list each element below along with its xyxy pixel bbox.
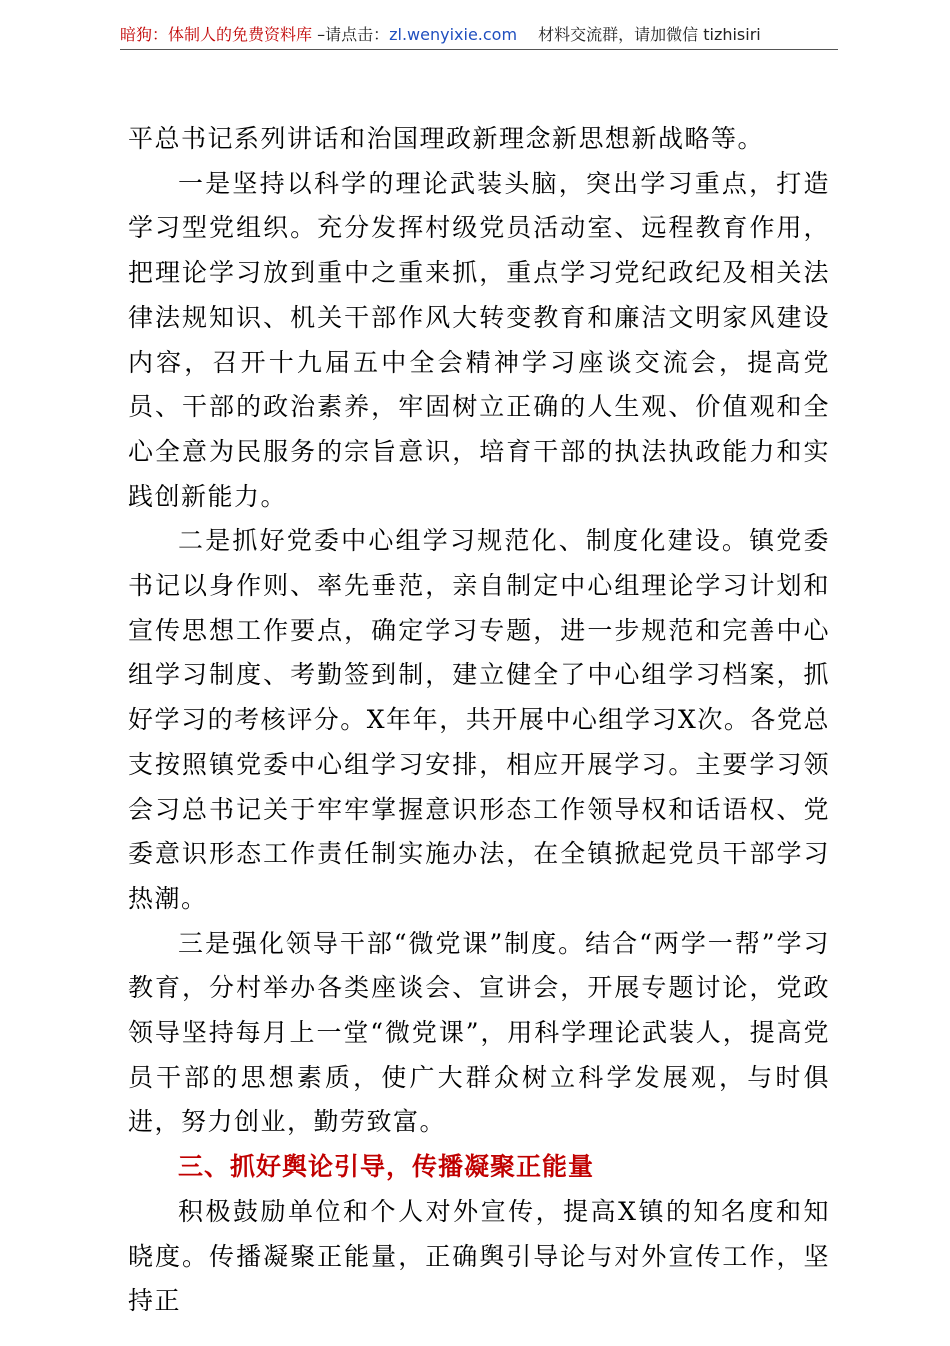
wechat-group-note: 材料交流群，请加微信 tizhisiri [517,25,761,44]
paragraph-publicity: 积极鼓励单位和个人对外宣传，提高X镇的知名度和知晓度。传播凝聚正能量，正确舆引导论与对外宣传工作，坚持正 [128,1196,830,1316]
intro-fragment: 平总书记系列讲话和治国理政新理念新思想新战略等。 [128,124,765,153]
paragraph-central-group: 二是抓好党委中心组学习规范化、制度化建设。镇党委书记以身作则、率先垂范，亲自制定中心组理论学习计划和宣传思想工作要点，确定学习专题，进一步规范和完善中心组学习制度、考勤签到制，建立健全了中心组学习档案，抓好学习的考核评分。X年年，共开展中心组学习X次。各党总支按照镇党委中心组学习安排，相应开展学习。主要学习领会习总书记关于牢牢掌握意识形态工作领导权和话语权、党委意识形态工作责任制实施办法，在全镇掀起党员干部学习热潮。 [128,526,830,913]
site-link[interactable]: zl.wenyixie.com [389,25,518,44]
paragraph-study-theory: 一是坚持以科学的理论武装头脑，突出学习重点，打造学习型党组织。充分发挥村级党员活动室、远程教育作用，把理论学习放到重中之重来抓，重点学习党纪政纪及相关法律法规知识、机关干部作风大转变教育和廉洁文明家风建设内容，召开十九届五中全会精神学习座谈交流会，提高党员、干部的政治素养，牢固树立正确的人生观、价值观和全心全意为民服务的宗旨意识，培育干部的执法执政能力和实践创新能力。 [128,168,830,511]
site-name: 暗狗：体制人的免费资料库 [120,25,313,44]
document-body [128,117,830,1324]
click-prompt: –请点击： [312,25,390,44]
page-header [120,22,838,48]
section-heading: 三、抓好舆论引导，传播凝聚正能量 [178,1152,595,1182]
paragraph-micro-party-class: 三是强化领导干部“微党课”制度。结合“两学一帮”学习教育，分村举办各类座谈会、宣讲会，开展专题讨论，党政领导坚持每月上一堂“微党课”，用科学理论武装人，提高党员干部的思想素质，使广大群众树立科学发展观，与时俱进，努力创业，勤劳致富。 [128,928,830,1137]
header-divider [120,49,838,50]
